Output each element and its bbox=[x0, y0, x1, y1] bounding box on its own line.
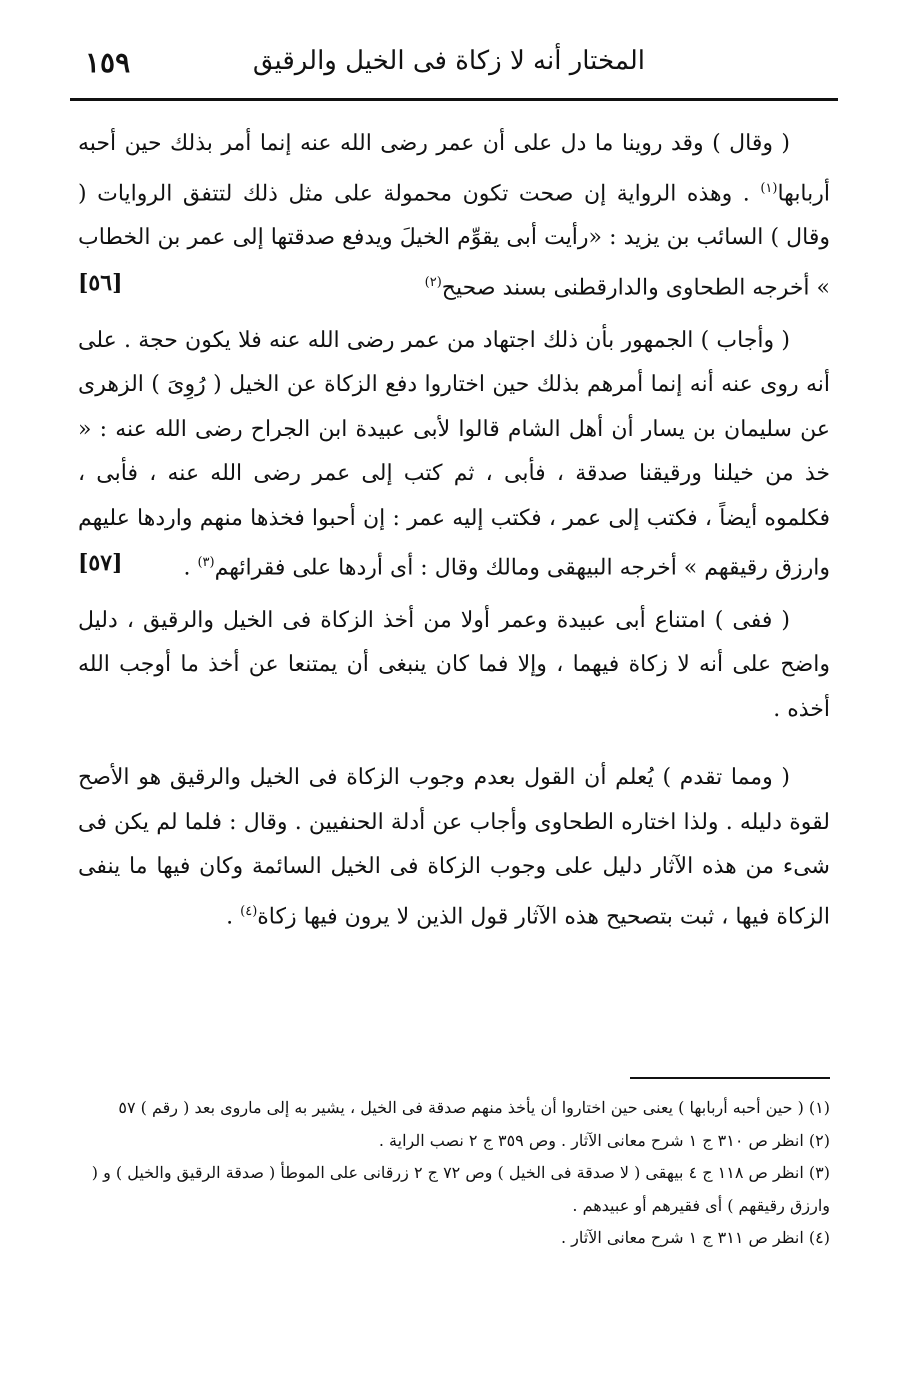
footnote-3: (٣) انظر ص ١١٨ ج ٤ بيهقى ( لا صدقة فى الخيل ) وص ٧٢ ج ٢ زرقانى على الموطأ ( صدقة الرقيق والخيل ) و ( وارزق رقيقهم ) أى فقيرهم أو عبيدهم . bbox=[91, 1163, 830, 1215]
paragraph-2: ( وأجاب ) الجمهور بأن ذلك اجتهاد من عمر رضى الله عنه فلا يكون حجة . على أنه روى عنه أنه إنما أمرهم بذلك حين اختاروا دفع الزكاة عن الخيل ( رُوِىَ ) الزهرى عن سليمان بن يسار أن أهل الشام قالوا لأبى عبيدة ابن الجراح رضى الله عنه : « خذ من خيلنا ورقيقنا صدقة ، فأبى ، ثم كتب إلى عمر رضى الله عنه ، فأبى ، فكلموه أيضاً ، فكتب إلى عمر ، فكتب إليه عمر : إن أحبوا فخذها منهم واردها عليهم وارزق رقيقهم » أخرجه البيهقى ومالك وقال : أى أردها على فقرائهم$^{(٣)}$ . [٥٧] bbox=[78, 319, 830, 591]
header-rule bbox=[70, 98, 838, 101]
page-number: ١٥٩ bbox=[85, 46, 131, 79]
paragraph-text: ( ومما تقدم ) يُعلم أن القول بعدم وجوب الزكاة فى الخيل والرقيق هو الأصح لقوة دليله . ولذا اختاره الطحاوى وأجاب عن أدلة الحنفيين . وقال : فلما لم يكن فى شىء من هذه الآثار دليل على وجوب الزكاة فى الخيل السائمة وكان فيها ما ينفى الزكاة فيها ، ثبت بتصحيح هذه الآثار قول الذين لا يرون فيها زكاة bbox=[78, 765, 830, 930]
footnote-1: (١) ( حين أحبه أربابها ) يعنى حين اختاروا أن يأخذ منهم صدقة فى الخيل ، يشير به إلى ماروى بعد ( رقم ) ٥٧ bbox=[118, 1098, 830, 1117]
footnote-marker: (١) bbox=[760, 180, 778, 196]
footnote-marker: (٣) bbox=[197, 555, 215, 571]
hadith-number: [٥٧] bbox=[78, 550, 123, 577]
footnote-rule bbox=[630, 1077, 830, 1079]
paragraph-text: ( ففى ) امتناع أبى عبيدة وعمر أولا من أخذ الزكاة فى الخيل والرقيق ، دليل واضح على أنه لا زكاة فيهما ، وإلا فما كان ينبغى أن يمتنعا عن أخذ ما أوجب الله أخذه . bbox=[78, 607, 830, 722]
paragraph-4: ( ومما تقدم ) يُعلم أن القول بعدم وجوب الزكاة فى الخيل والرقيق هو الأصح لقوة دليله . ولذا اختاره الطحاوى وأجاب عن أدلة الحنفيين . وقال : فلما لم يكن فى شىء من هذه الآثار دليل على وجوب الزكاة فى الخيل السائمة وكان فيها ما ينفى الزكاة فيها ، ثبت بتصحيح هذه الآثار قول الذين لا يرون فيها زكاة$^{(٤)}$ . bbox=[78, 765, 830, 930]
paragraph-3 bbox=[78, 599, 830, 733]
footnote-2: (٢) انظر ص ٣١٠ ج ١ شرح معانى الآثار . وص ٣٥٩ ج ٢ نصب الراية . bbox=[378, 1130, 830, 1150]
footnote-marker: (٤) bbox=[240, 903, 258, 919]
main-text bbox=[78, 122, 830, 948]
hadith-number: [٥٦] bbox=[78, 269, 123, 296]
footnotes bbox=[78, 1092, 830, 1255]
paragraph-text: ( وقال ) وقد روينا ما دل على أن عمر رضى الله عنه إنما أمر بذلك حين أحبه أربابها bbox=[78, 131, 830, 206]
paragraph-1 bbox=[78, 122, 830, 311]
running-title: المختار أنه لا زكاة فى الخيل والرقيق bbox=[252, 46, 645, 76]
page-header bbox=[75, 40, 835, 90]
paragraph-text: . وهذه الرواية إن صحت تكون محمولة على مثل ذلك لتتفق الروايات ( وقال ) السائب بن يزيد : «رأيت أبى يقوِّم الخيلَ ويدفع صدقتها إلى عمر بن الخطاب » أخرجه الطحاوى والدارقطنى بسند صحيح bbox=[78, 180, 830, 301]
footnote-4: (٤) انظر ص ٣١١ ج ١ شرح معانى الآثار . bbox=[561, 1228, 830, 1247]
footnote-marker: (٢) bbox=[424, 274, 442, 290]
paragraph-text: ( وأجاب ) الجمهور بأن ذلك اجتهاد من عمر رضى الله عنه فلا يكون حجة . على أنه روى عنه أنه إنما أمرهم بذلك حين اختاروا دفع الزكاة عن الخيل ( رُوِىَ ) الزهرى عن سليمان بن يسار أن أهل الشام قالوا لأبى عبيدة ابن الجراح رضى الله عنه : « خذ من خيلنا ورقيقنا صدقة ، فأبى ، ثم كتب إلى عمر رضى الله عنه ، فأبى ، فكلموه أيضاً ، فكتب إلى عمر ، فكتب إليه عمر : إن أحبوا فخذها منهم واردها عليهم وارزق رقيقهم » أخرجه البيهقى ومالك وقال : أى أردها على فقرائهم bbox=[78, 327, 830, 581]
